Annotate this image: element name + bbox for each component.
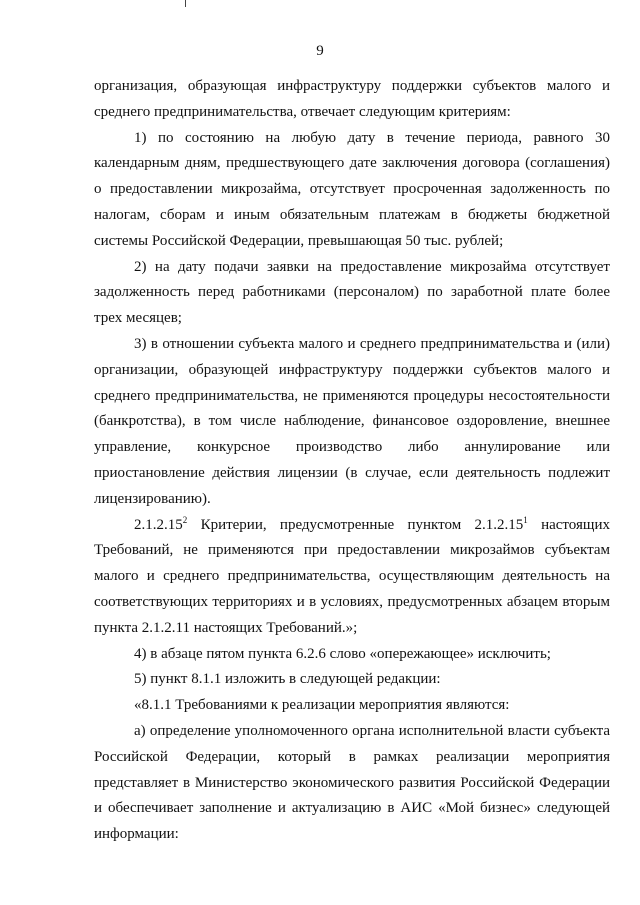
scan-mark — [185, 0, 186, 7]
page-number: 9 — [316, 43, 324, 59]
paragraph-2-1-2-15-2 — [94, 513, 610, 642]
clause-number: 2.1.2.15 — [134, 516, 183, 533]
clause-text-rest: настоящих Требований, не применяются при предоставлении микрозаймов субъектам малого и среднего предпринимательства, осуществляющим деятельность на соответствующих территориях и в условиях, предусмотренных абзацем вторым пункта 2.1.2.11 настоящих Требований.»; — [94, 516, 610, 636]
paragraph-amendment-5: 5) пункт 8.1.1 изложить в следующей редакции: — [134, 671, 441, 688]
paragraph-intro: организация, образующая инфраструктуру поддержки субъектов малого и среднего предпринимательства, отвечает следующим критериям: — [94, 78, 610, 120]
paragraph-criterion-3: 3) в отношении субъекта малого и среднего предпринимательства и (или) организации, образующей инфраструктуру поддержки субъектов малого и среднего предпринимательства, не применяются процедуры несостоятельности (банкротства), в том числе наблюдение, финансовое оздоровление, внешнее управление, конкурсное производство либо аннулирование или приостановление действия лицензии (в случае, если деятельность подлежит лицензированию). — [94, 335, 610, 507]
paragraph-8-1-1: «8.1.1 Требованиями к реализации мероприятия являются: — [134, 697, 510, 714]
clause-text-part: Критерии, предусмотренные пунктом 2.1.2.15 — [187, 516, 524, 533]
clause-superscript: 2 — [182, 514, 188, 525]
reference-superscript: 1 — [523, 514, 528, 525]
document-body — [94, 74, 610, 848]
paragraph-amendment-4: 4) в абзаце пятом пункта 6.2.6 слово «опережающее» исключить; — [134, 645, 551, 662]
paragraph-requirement-a: а) определение уполномоченного органа исполнительной власти субъекта Российской Федерации, который в рамках реализации мероприятия представляет в Министерство экономического развития Российской Федерации и обеспечивает заполнение и актуализацию в АИС «Мой бизнес» следующей информации: — [94, 722, 610, 843]
paragraph-criterion-2: 2) на дату подачи заявки на предоставление микрозайма отсутствует задолженность перед работниками (персоналом) по заработной плате более трех месяцев; — [94, 258, 610, 327]
paragraph-criterion-1: 1) по состоянию на любую дату в течение периода, равного 30 календарным дням, предшествующего дате заключения договора (соглашения) о предоставлении микрозайма, отсутствует просроченная задолженность по налогам, сборам и иным обязательным платежам в бюджеты бюджетной системы Российской Федерации, превышающая 50 тыс. рублей; — [94, 129, 610, 249]
